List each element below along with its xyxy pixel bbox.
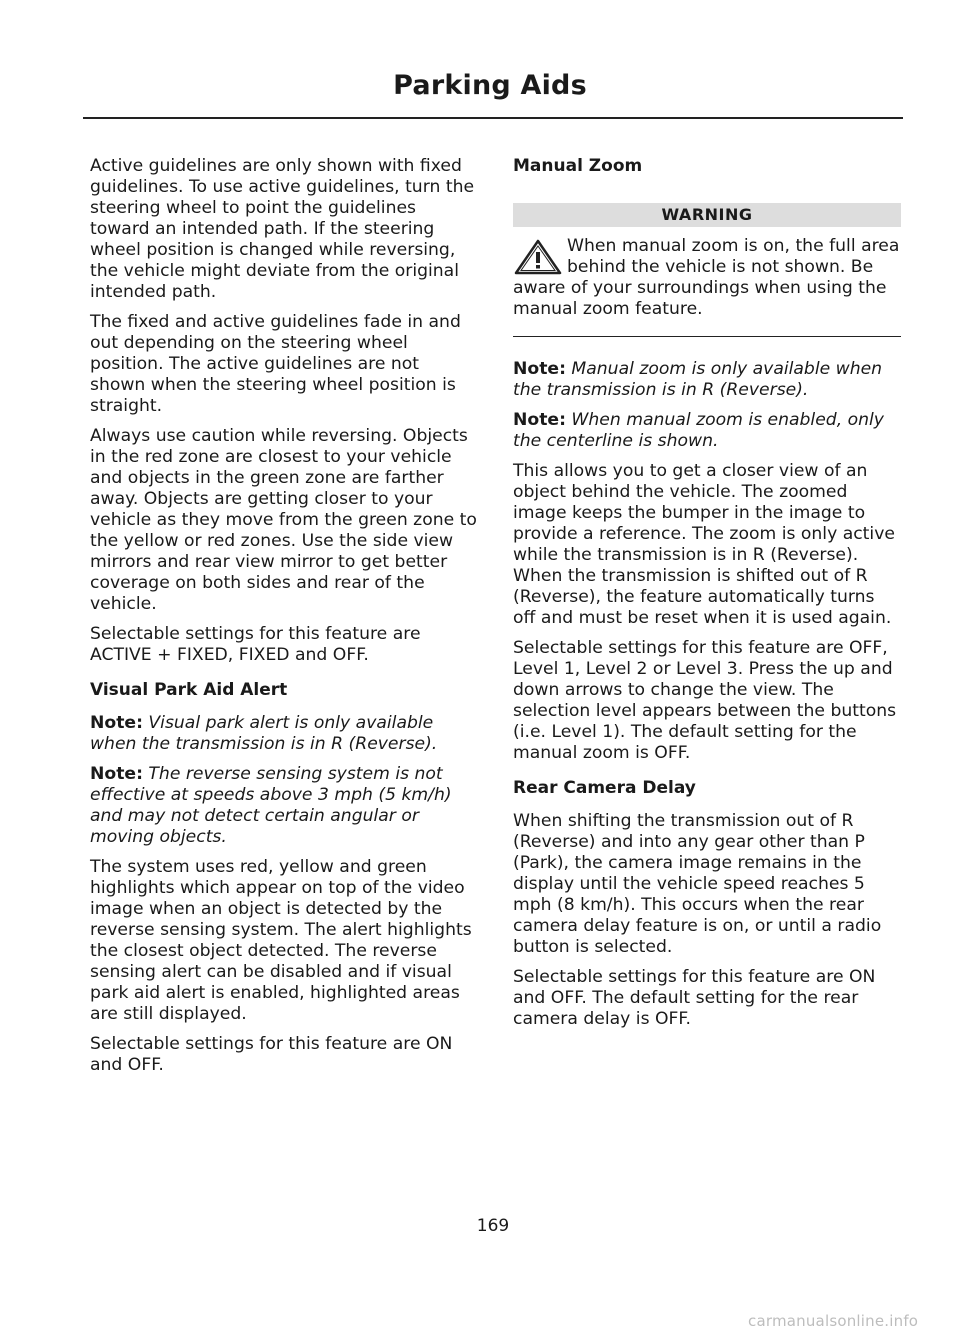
paragraph-camera-delay: When shifting the transmission out of R (Reverse) and into any gear other than P (Park), the camera image remains in the display until the vehicle speed reaches 5 mph (8 km/h). This occurs when the rear camera delay feature is on, or until a radio button is selected. (513, 811, 882, 957)
warning-triangle-icon (513, 239, 563, 275)
heading-visual-park-aid-alert: Visual Park Aid Alert (90, 680, 288, 700)
note-text: The reverse sensing system is not effective at speeds above 3 mph (5 km/h) and may not detect certain angular or moving objects. (90, 764, 452, 847)
note-label: Note: (90, 713, 143, 733)
heading-manual-zoom: Manual Zoom (513, 156, 643, 176)
paragraph-caution-reversing: Always use caution while reversing. Objects in the red zone are closest to your vehicle and objects in the green zone are farther away. Objects are getting closer to your vehicle as they move from the green zone to the yellow or red zones. Use the side view mirrors and rear view mirror to get better coverage on both sides and rear of the vehicle. (90, 426, 477, 614)
note-text: Visual park alert is only available when the transmission is in R (Reverse). (90, 713, 438, 754)
note-label: Note: (513, 359, 566, 379)
warning-divider (513, 336, 901, 337)
note-text: When manual zoom is enabled, only the centerline is shown. (513, 410, 884, 451)
paragraph-highlights: The system uses red, yellow and green highlights which appear on top of the video image when an object is detected by the reverse sensing system. The alert highlights the closest object detected. The reverse sensing alert can be disabled and if visual park aid alert is enabled, highlighted areas are still displayed. (90, 857, 472, 1024)
paragraph-zoom-description: This allows you to get a closer view of an object behind the vehicle. The zoomed image keeps the bumper in the image to provide a reference. The zoom is only active while the transmission is in R (Reverse). When the transmission is shifted out of R (Reverse), the feature automatically turns off and must be reset when it is used again. (513, 461, 895, 628)
warning-banner: WARNING (513, 203, 901, 227)
watermark: carmanualsonline.info (748, 1312, 919, 1330)
paragraph-alert-settings: Selectable settings for this feature are ON and OFF. (90, 1034, 453, 1075)
header-divider (83, 117, 903, 119)
note-reverse-sensing (90, 764, 478, 848)
note-manual-zoom-centerline (513, 410, 901, 452)
page-title: Parking Aids (393, 70, 587, 101)
note-label: Note: (90, 764, 143, 784)
paragraph-active-guidelines: Active guidelines are only shown with fixed guidelines. To use active guidelines, turn the steering wheel to point the guidelines toward an intended path. If the steering wheel position is changed while reversing, the vehicle might deviate from the original intended path. (90, 156, 475, 302)
note-text: Manual zoom is only available when the transmission is in R (Reverse). (513, 359, 883, 400)
right-column (513, 156, 901, 1039)
paragraph-delay-settings: Selectable settings for this feature are ON and OFF. The default setting for the rear camera delay is OFF. (513, 967, 876, 1029)
page-number: 169 (476, 1216, 510, 1236)
note-visual-park-alert (90, 713, 478, 755)
warning-box (513, 236, 901, 320)
paragraph-fade-guidelines: The fixed and active guidelines fade in and out depending on the steering wheel position. The active guidelines are not shown when the steering wheel position is straight. (90, 312, 461, 416)
left-column (90, 156, 478, 1085)
paragraph-zoom-settings: Selectable settings for this feature are OFF, Level 1, Level 2 or Level 3. Press the up and down arrows to change the view. The selection level appears between the buttons (i.e. Level 1). The default setting for the manual zoom is OFF. (513, 638, 897, 763)
paragraph-guideline-settings: Selectable settings for this feature are ACTIVE + FIXED, FIXED and OFF. (90, 624, 421, 665)
warning-text: When manual zoom is on, the full area behind the vehicle is not shown. Be aware of your surroundings when using the manual zoom feature. (513, 236, 900, 319)
heading-rear-camera-delay: Rear Camera Delay (513, 778, 696, 798)
note-label: Note: (513, 410, 566, 430)
note-manual-zoom-availability (513, 359, 901, 401)
